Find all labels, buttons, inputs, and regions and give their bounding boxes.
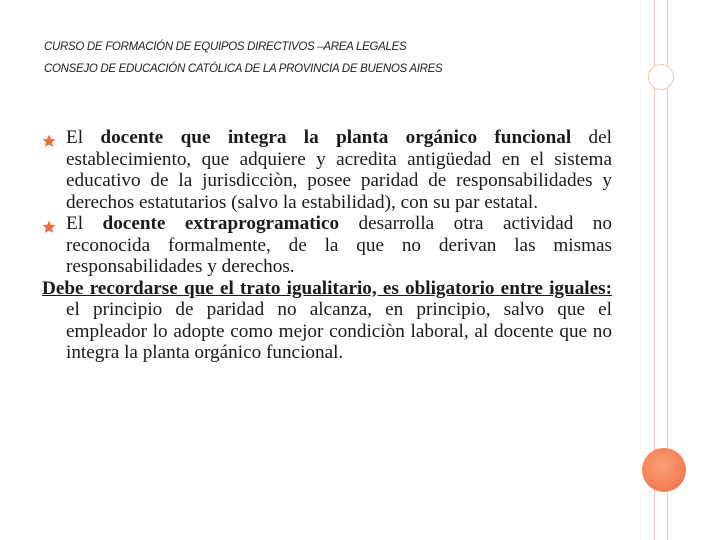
decorative-orange-circle (642, 448, 686, 492)
conclusion-paragraph (42, 278, 612, 364)
bullet-rest: del establecimiento, que adquiere y acredita antigüedad en el sistema educativo de la jurisdicciòn, posee paridad de responsabilidades y derechos estatutarios (salvo la estabilidad), con su par estatal. (66, 127, 612, 213)
bullet-lead: El (66, 127, 101, 148)
star-bullet-icon (42, 218, 56, 232)
slide-header (44, 36, 604, 80)
conclusion-rest: el principio de paridad no alcanza, en principio, salvo que el empleador lo adopte como mejor condiciòn laboral, al docente que no integra la planta orgánico funcional. (66, 299, 612, 363)
star-bullet-icon (42, 132, 56, 146)
bullet-lead: El (66, 213, 103, 234)
header-line-1: CURSO DE FORMACIÓN DE EQUIPOS DIRECTIVOS –AREA LEGALES (44, 41, 407, 53)
bullet-rest: desarrolla otra actividad no reconocida formalmente, de la que no derivan las mismas responsabilidades y derechos. (66, 213, 612, 277)
bullet-item (42, 213, 612, 278)
header-line-2: CONSEJO DE EDUCACIÓN CATÓLICA DE LA PROVINCIA DE BUENOS AIRES (44, 63, 443, 75)
bullet-bold: docente extraprogramatico (102, 213, 340, 234)
conclusion-emphasis: Debe recordarse que el trato igualitario, es obligatorio entre iguales: (42, 277, 612, 299)
bullet-bold: docente que integra la planta orgánico funcional (100, 127, 572, 148)
slide-body (42, 127, 612, 364)
bullet-item (42, 127, 612, 213)
decorative-circle-top (648, 64, 674, 90)
